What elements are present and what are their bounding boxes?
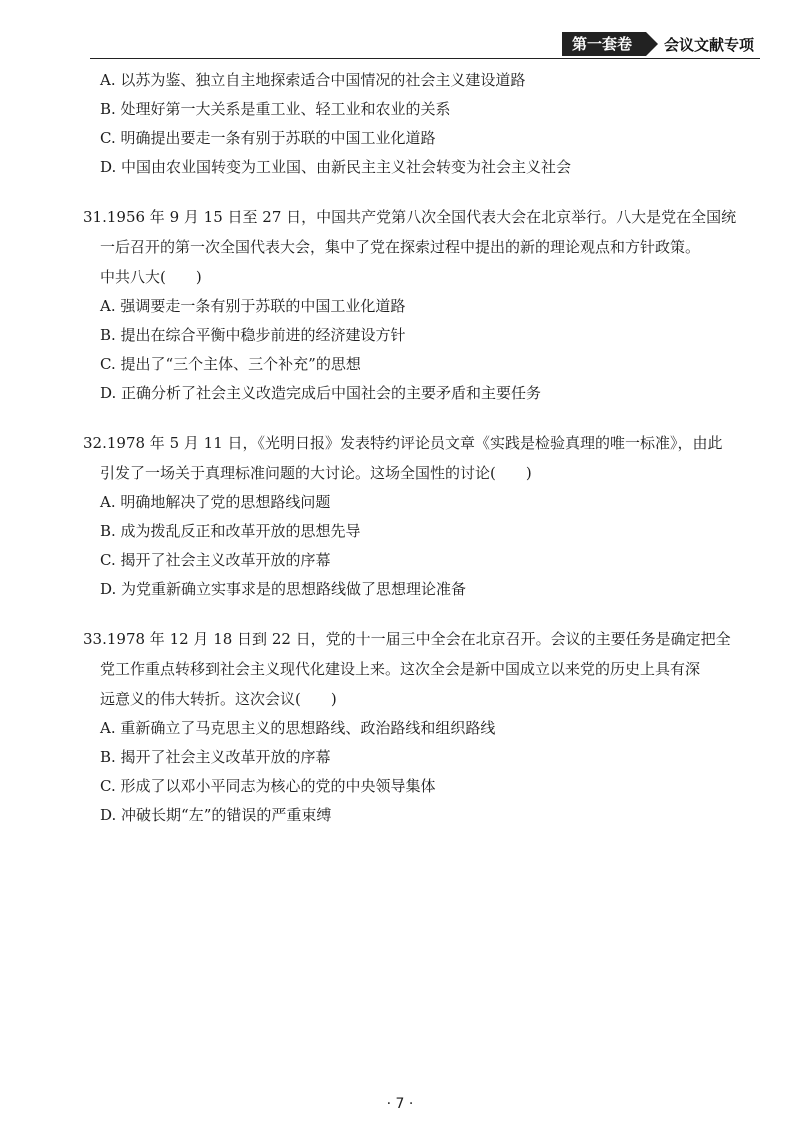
stem-line: 引发了一场关于真理标准问题的大讨论。这场全国性的讨论( ) xyxy=(100,464,532,482)
stem-line: 一后召开的第一次全国代表大会，集中了党在探索过程中提出的新的理论观点和方针政策。 xyxy=(100,238,701,256)
stem-line: 远意义的伟大转折。这次会议( ) xyxy=(100,690,337,708)
set-label-badge: 第一套卷 xyxy=(562,32,646,56)
option-d: D. 冲破长期“左”的错误的严重束缚 xyxy=(100,806,332,824)
option-d: D. 为党重新确立实事求是的思想路线做了思想理论准备 xyxy=(100,580,467,598)
option-d: D. 中国由农业国转变为工业国、由新民主主义社会转变为社会主义社会 xyxy=(100,158,572,176)
page-number: · 7 · xyxy=(386,1096,414,1112)
stem-line: 1956 年 9 月 15 日至 27 日，中国共产党第八次全国代表大会在北京举行。八大是党在全国统 xyxy=(106,208,737,226)
option-c: C. 揭开了社会主义改革开放的序幕 xyxy=(100,551,331,569)
option-a: A. 强调要走一条有别于苏联的中国工业化道路 xyxy=(100,297,406,315)
page-content xyxy=(83,66,760,830)
stem-line: 1978 年 12 月 18 日到 22 日，党的十一届三中全会在北京召开。会议的主要任务是确定把全 xyxy=(106,630,731,648)
question-stem xyxy=(83,624,760,714)
page-header xyxy=(562,32,754,56)
question-32 xyxy=(83,428,760,604)
option-a: A. 重新确立了马克思主义的思想路线、政治路线和组织路线 xyxy=(100,719,496,737)
option-c: C. 提出了“三个主体、三个补充”的思想 xyxy=(100,355,361,373)
question-number: 31. xyxy=(83,208,107,226)
question-stem xyxy=(83,428,760,488)
question-number: 33. xyxy=(83,630,107,648)
stem-line: 1978 年 5 月 11 日，《光明日报》发表特约评论员文章《实践是检验真理的唯一标准》，由此 xyxy=(106,434,723,452)
option-b: B. 成为拨乱反正和改革开放的思想先导 xyxy=(100,522,361,540)
question-33 xyxy=(83,624,760,830)
option-a: A. 明确地解决了党的思想路线问题 xyxy=(100,493,331,511)
option-a: A. 以苏为鉴、独立自主地探索适合中国情况的社会主义建设道路 xyxy=(100,71,526,89)
stem-line: 党工作重点转移到社会主义现代化建设上来。这次全会是新中国成立以来党的历史上具有深 xyxy=(100,660,701,678)
question-stem xyxy=(83,202,760,292)
prev-question-options xyxy=(100,66,760,182)
stem-line: 中共八大( ) xyxy=(100,268,202,286)
question-number: 32. xyxy=(83,434,107,452)
header-divider xyxy=(90,58,760,59)
option-c: C. 明确提出要走一条有别于苏联的中国工业化道路 xyxy=(100,129,436,147)
option-b: B. 提出在综合平衡中稳步前进的经济建设方针 xyxy=(100,326,406,344)
option-b: B. 处理好第一大关系是重工业、轻工业和农业的关系 xyxy=(100,100,451,118)
question-31 xyxy=(83,202,760,408)
option-b: B. 揭开了社会主义改革开放的序幕 xyxy=(100,748,331,766)
option-c: C. 形成了以邓小平同志为核心的党的中央领导集体 xyxy=(100,777,436,795)
option-d: D. 正确分析了社会主义改造完成后中国社会的主要矛盾和主要任务 xyxy=(100,384,542,402)
header-title: 会议文献专项 xyxy=(663,35,754,54)
